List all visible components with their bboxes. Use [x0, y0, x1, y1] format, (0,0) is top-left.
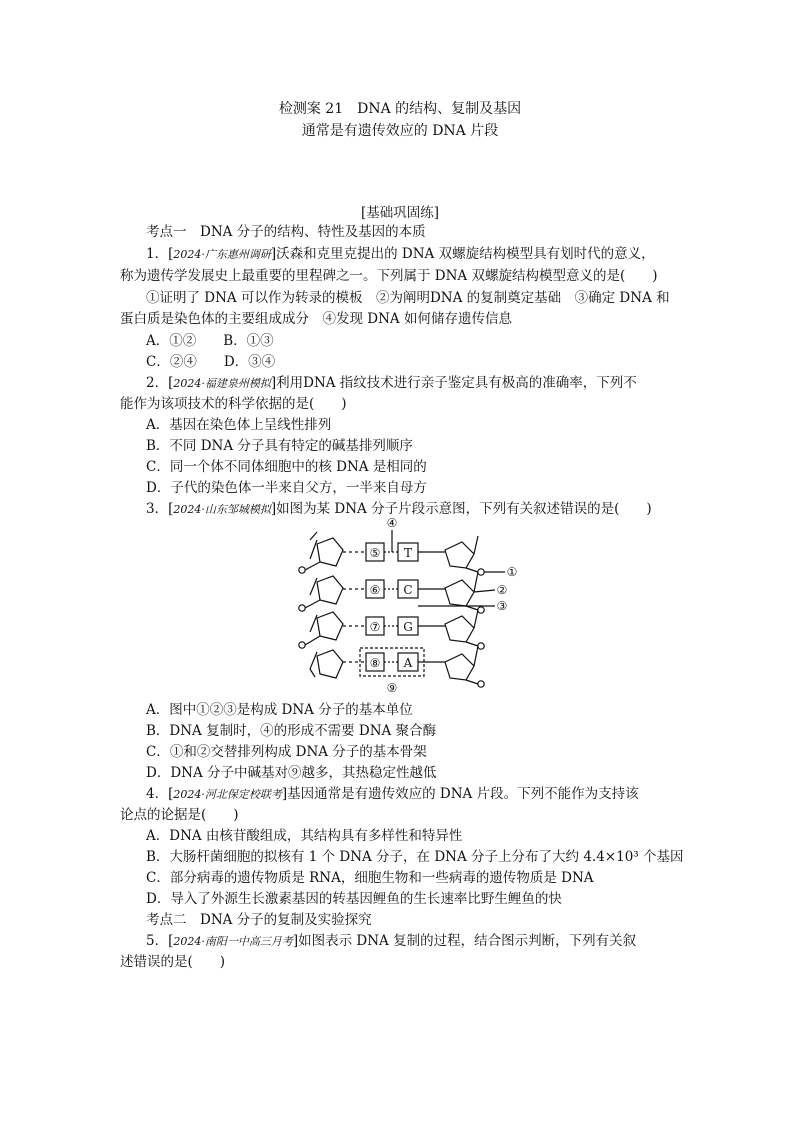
base-label: G	[403, 620, 413, 634]
question-3-option-b: B．DNA 复制时，④的形成不需要 DNA 聚合酶	[146, 723, 437, 739]
question-4-option-b: B．大肠杆菌细胞的拟核有 1 个 DNA 分子，在 DNA 分子上分布了大约 4.4×10³ 个基因	[146, 849, 684, 865]
sugar-pentagon	[445, 542, 474, 568]
phosphate-circle	[478, 643, 484, 649]
question-2-stem: 2．[2024·福建泉州模拟]利用DNA 指纹技术进行亲子鉴定具有极高的准确率，下列不	[146, 375, 637, 391]
callout-label: ②	[496, 583, 508, 597]
question-source: 2024·山东邹城模拟	[173, 503, 271, 516]
sugar-pentagon	[317, 650, 343, 678]
base-label: ⑤	[369, 546, 381, 560]
base-label: ⑦	[369, 620, 381, 634]
question-1-items: ①证明了 DNA 可以作为转录的模板 ②为阐明DNA 的复制奠定基础 ③确定 DNA 和	[146, 290, 670, 306]
question-2-stem-cont: 能作为该项技术的科学依据的是( )	[120, 396, 347, 412]
sugar-pentagon	[317, 612, 343, 640]
callout-label: ④	[386, 516, 398, 530]
callout-label: ⑨	[386, 681, 398, 695]
question-4-option-d: D．导入了外源生长激素基因的转基因鲤鱼的生长速率比野生鲤鱼的快	[146, 891, 562, 907]
topic-heading-1: 考点一 DNA 分子的结构、特性及基因的本质	[146, 224, 426, 240]
question-4-stem-cont: 论点的论据是( )	[120, 807, 239, 823]
callout-label: ①	[506, 565, 518, 579]
phosphate-circle	[478, 607, 484, 613]
question-source: 2024·福建泉州模拟	[173, 377, 271, 390]
question-3-option-c: C．①和②交替排列构成 DNA 分子的基本骨架	[146, 744, 427, 760]
question-4-stem: 4．[2024·河北保定校联考]基因通常是有遗传效应的 DNA 片段。下列不能作为支持该	[146, 786, 639, 802]
question-1-options-cd: C．②④ D．③④	[146, 354, 276, 370]
base-label: T	[403, 546, 413, 560]
question-4-option-a: A．DNA 由核苷酸组成，其结构具有多样性和特异性	[146, 828, 463, 844]
question-source: 2024·广东惠州调研	[173, 248, 271, 261]
topic-heading-2: 考点二 DNA 分子的复制及实验探究	[146, 912, 372, 928]
question-1-options-ab: A．①② B．①③	[146, 333, 274, 349]
question-source: 2024·南阳一中高三月考	[173, 935, 293, 948]
callout-label: ③	[496, 599, 508, 613]
base-label: C	[403, 583, 413, 597]
page-subtitle: 通常是有遗传效应的 DNA 片段	[301, 123, 499, 139]
question-5-stem-cont: 述错误的是( )	[120, 954, 226, 970]
dna-fragment-diagram	[290, 514, 530, 698]
phosphate-circle	[299, 642, 305, 648]
question-2-option-b: B．不同 DNA 分子具有特定的碱基排列顺序	[146, 438, 413, 454]
base-label: ⑧	[369, 656, 381, 670]
question-1-stem-cont: 称为遗传学发展史上最重要的里程碑之一。下列属于 DNA 双螺旋结构模型意义的是( )	[120, 268, 658, 284]
question-4-option-c: C．部分病毒的遗传物质是 RNA，细胞生物和一些病毒的遗传物质是 DNA	[146, 870, 594, 886]
sugar-pentagon	[317, 538, 343, 566]
question-5-stem: 5．[2024·南阳一中高三月考]如图表示 DNA 复制的过程，结合图示判断，下列有关叙	[146, 933, 637, 949]
question-3-option-a: A．图中①②③是构成 DNA 分子的基本单位	[146, 702, 413, 718]
question-2-option-a: A．基因在染色体上呈线性排列	[146, 417, 332, 433]
question-3-option-d: D．DNA 分子中碱基对⑨越多，其热稳定性越低	[146, 765, 437, 781]
sugar-pentagon	[445, 580, 474, 606]
phosphate-circle	[299, 567, 305, 573]
sugar-pentagon	[317, 576, 343, 604]
page-title: 检测案 21 DNA 的结构、复制及基因	[278, 101, 522, 117]
base-label: A	[403, 656, 413, 670]
question-1-items-cont: 蛋白质是染色体的主要组成成分 ④发现 DNA 如何储存遗传信息	[120, 311, 512, 327]
phosphate-circle	[478, 569, 484, 575]
phosphate-circle	[478, 681, 484, 687]
phosphate-circle	[299, 605, 305, 611]
question-3-stem: 3．[2024·山东邹城模拟]如图为某 DNA 分子片段示意图，下列有关叙述错误的是( )	[146, 501, 652, 517]
question-2-option-c: C．同一个体不同体细胞中的核 DNA 是相同的	[146, 459, 427, 475]
question-2-option-d: D．子代的染色体一半来自父方，一半来自母方	[146, 480, 427, 496]
base-label: ⑥	[369, 583, 381, 597]
sugar-pentagon	[445, 616, 474, 642]
sugar-pentagon	[445, 654, 474, 680]
question-source: 2024·河北保定校联考	[173, 788, 282, 801]
question-1-stem: 1．[2024·广东惠州调研]沃森和克里克提出的 DNA 双螺旋结构模型具有划时代的意义，	[146, 246, 655, 262]
section-heading: [基础巩固练]	[360, 205, 440, 221]
